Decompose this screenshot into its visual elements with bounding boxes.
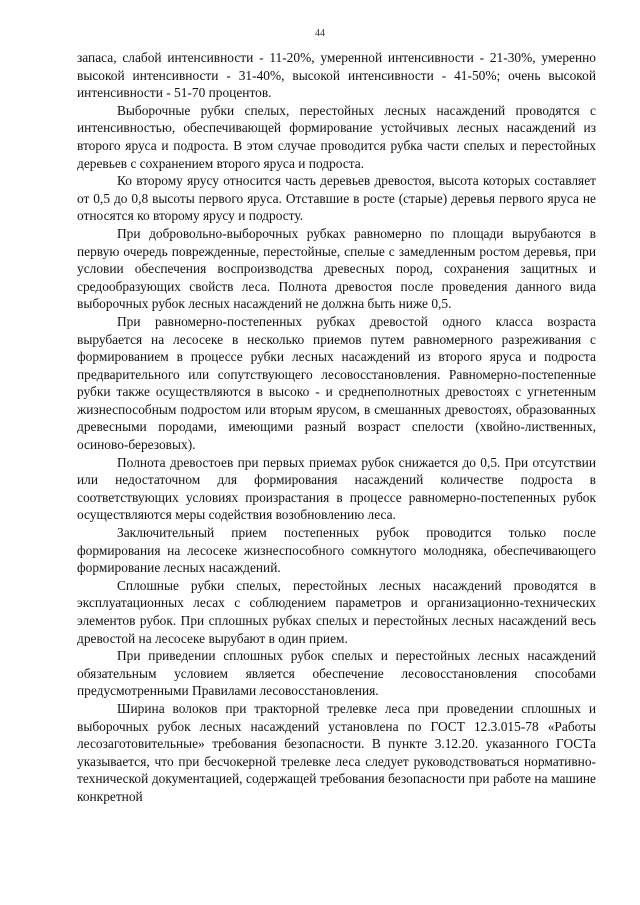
paragraph-6: Полнота древостоев при первых приемах рубок снижается до 0,5. При отсутствии или недостаточном для формирования насаждений количестве подроста в соответствующих условиях произрастания в процессе равномерно-постепенных рубок осуществляются меры содействия возобновлению леса. xyxy=(77,454,596,523)
document-body xyxy=(77,49,596,806)
paragraph-5: При равномерно-постепенных рубках древостой одного класса возраста вырубается на лесосеке в несколько приемов путем равномерного разреживания с формированием в процессе рубки лесных насаждений из второго яруса и подроста предварительного или сопутствующего лесовосстановления. Равномерно-постепенные рубки также осуществляются в высоко - и среднеполнотных древостоях с угнетенным жизнеспособным подростом или вторым ярусом, в смешанных древостоях, образованных древесными породами, имеющими разный возраст спелости (хвойно-лиственных, осиново-березовых). xyxy=(77,313,596,453)
paragraph-8: Сплошные рубки спелых, перестойных лесных насаждений проводятся в эксплуатационных лесах с соблюдением параметров и организационно-технических элементов рубок. При сплошных рубках спелых и перестойных лесных насаждений весь древостой на лесосеке вырубают в один прием. xyxy=(77,577,596,646)
paragraph-3: Ко второму ярусу относится часть деревьев древостоя, высота которых составляет от 0,5 до 0,8 высоты первого яруса. Отставшие в росте (старые) деревья первого яруса не относятся ко второму ярусу и подросту. xyxy=(77,173,596,224)
paragraph-1: запаса, слабой интенсивности - 11-20%, умеренной интенсивности - 21-30%, умеренно высокой интенсивности - 31-40%, высокой интенсивности - 41-50%; очень высокой интенсивности - 51-70 процентов. xyxy=(77,50,596,101)
paragraph-9: При приведении сплошных рубок спелых и перестойных лесных насаждений обязательным условием является обеспечение лесовосстановления способами предусмотренными Правилами лесовосстановления. xyxy=(77,648,596,699)
page-number: 44 xyxy=(315,28,325,39)
paragraph-4: При добровольно-выборочных рубках равномерно по площади вырубаются в первую очередь поврежденные, перестойные, спелые с замедленным ростом деревья, при условии обеспечения воспроизводства древесных пород, сохранения защитных и средообразующих свойств леса. Полнота древостоя после проведения данного вида выборочных рубок лесных насаждений не должна быть ниже 0,5. xyxy=(77,225,596,312)
paragraph-7: Заключительный прием постепенных рубок проводится только после формирования на лесосеке жизнеспособного сомкнутого молодняка, обеспечивающего формирование лесных насаждений. xyxy=(77,525,596,576)
paragraph-10: Ширина волоков при тракторной трелевке леса при проведении сплошных и выборочных рубок лесных насаждений установлена по ГОСТ 12.3.015-78 «Работы лесозаготовительные» требования безопасности. В пункте 3.12.20. указанного ГОСТа указывается, что при бесчокерной трелевке леса следует руководствоваться нормативно-технической документацией, содержащей требования безопасности при работе на машине конкретной xyxy=(77,700,596,804)
paragraph-2: Выборочные рубки спелых, перестойных лесных насаждений проводятся с интенсивностью, обеспечивающей формирование устойчивых лесных насаждений из второго яруса и подроста. В этом случае проводится рубка части спелых и перестойных деревьев с сохранением второго яруса и подроста. xyxy=(77,102,596,171)
